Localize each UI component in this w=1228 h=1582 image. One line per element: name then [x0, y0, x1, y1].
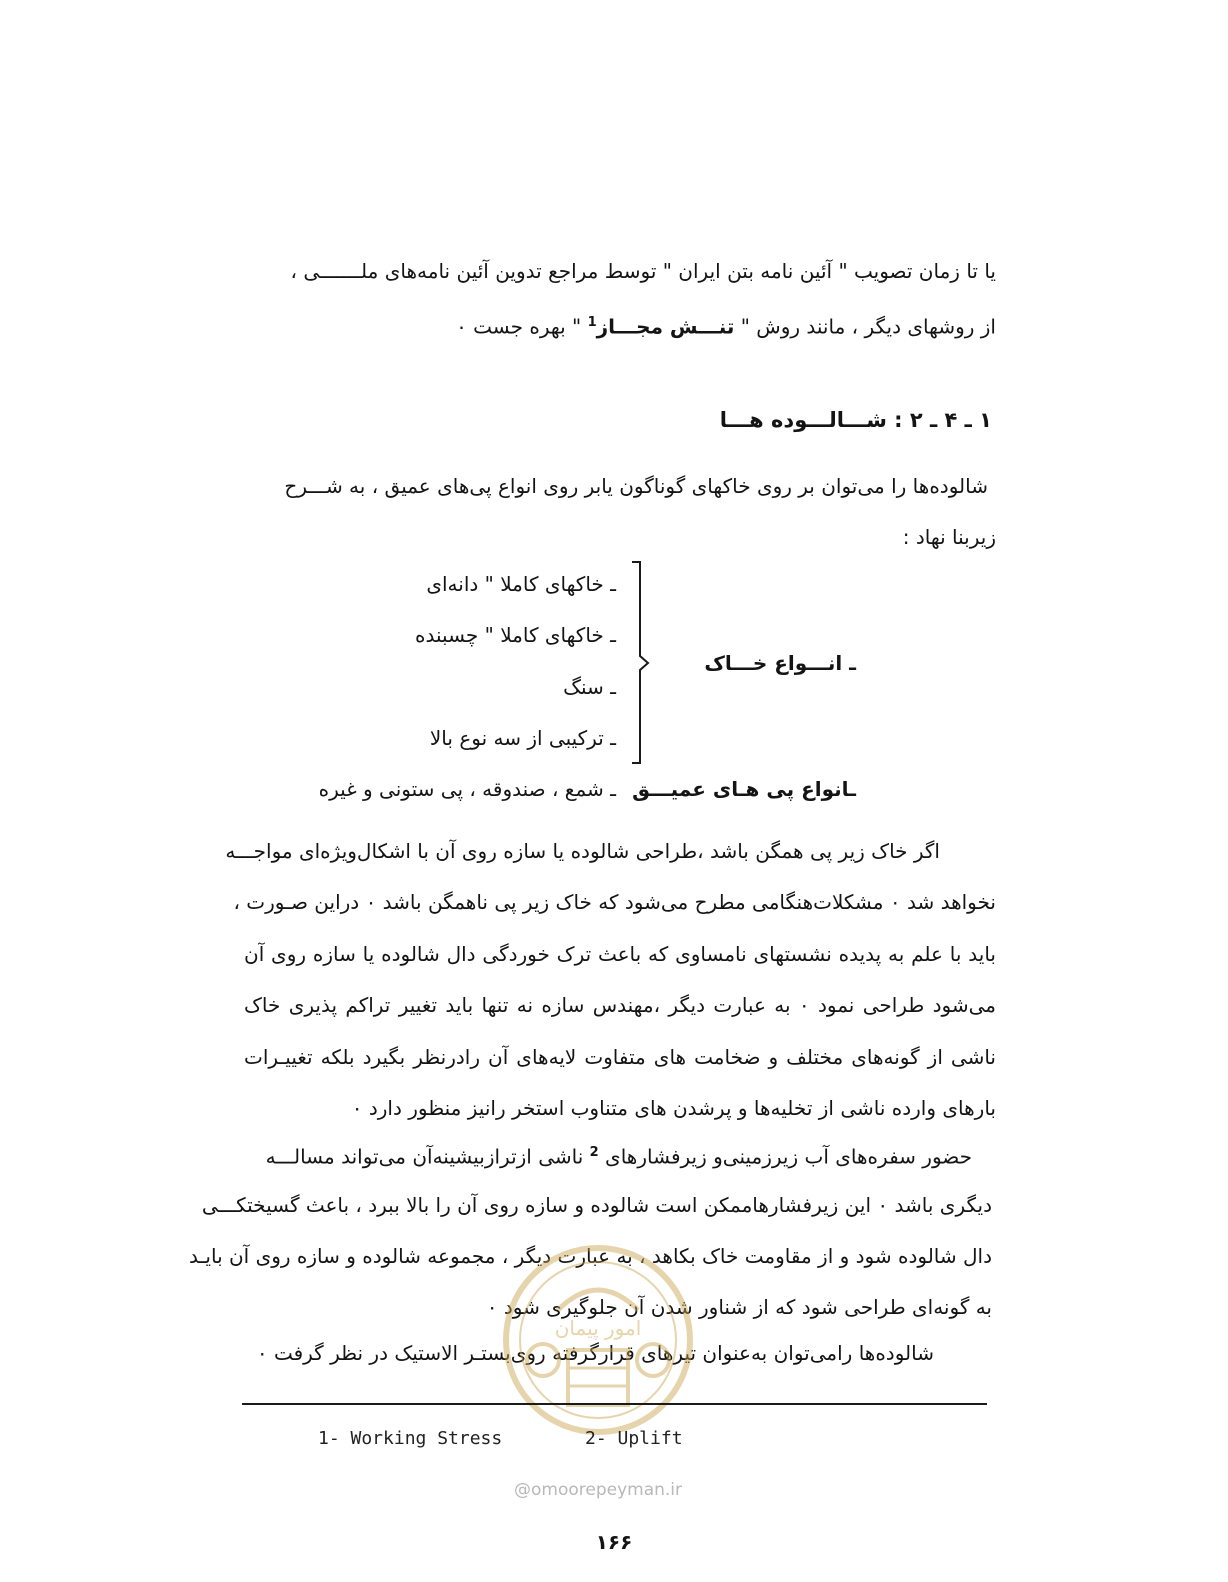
page-number: ۱۶۶: [595, 1530, 633, 1554]
soil-item-mixed: ـ ترکیبی از سه نوع بالا: [429, 726, 616, 750]
footnote-2: 2- Uplift: [585, 1428, 683, 1449]
footnote-1: 1- Working Stress: [318, 1428, 503, 1449]
intro-line-1: یا تا زمان تصویب " آئین نامه بتن ایران " توسط مراجع تدوین آئین نامه‌های ملـــــــی ،: [290, 259, 996, 283]
para2-line-1: اگر خاک زیر پی همگن باشد ،طراحی شالوده یا سازه روی آن با اشکال‌ویژه‌ای مواجـــه: [225, 839, 940, 863]
soil-item-cohesive: ـ خاکهای کاملا " چسبنده: [415, 623, 616, 647]
para2-line-4: می‌شود طراحی نمود ٠ به عبارت دیگر ،مهندس سازه نه تنها باید تغییر تراکم پذیری خاک: [244, 993, 996, 1017]
para3-line-1-end: ناشی ازتراز‌بیشینه‌آن می‌تواند مسالـــه: [265, 1144, 590, 1169]
classification-brace: [630, 560, 652, 765]
para1-line-2: زیربنا نهاد :: [902, 525, 996, 549]
para2-line-2: نخواهد شد ٠ مشکلات‌هنگامی مطرح می‌شود که خاک زیر پی ناهمگن باشد ٠ دراین صـورت ،: [233, 890, 996, 914]
watermark-stamp-logo: [498, 1240, 698, 1440]
working-stress-term: تنـــش مجـــاز: [596, 314, 735, 339]
para3-line-1: [266, 1140, 972, 1170]
deep-foundations-label: ـانواع پی هـای عمیـــق: [632, 777, 856, 801]
para3-line-4: به گونه‌ای طراحی شود که از شناور شدن آن جلوگیری شود ٠: [486, 1295, 992, 1319]
footnote-ref-1: 1: [587, 315, 597, 330]
para2-line-6: بارهای وارده ناشی از تخلیه‌ها و پرشدن های متناوب استخر رانیز منظور دارد ٠: [351, 1096, 996, 1120]
intro-line-2-start: از روشهای دیگر ، مانند روش ": [734, 314, 996, 339]
soil-item-rock: ـ سنگ: [563, 675, 616, 699]
soil-item-granular: ـ خاکهای کاملا " دانه‌ای: [426, 572, 616, 596]
footnote-divider: [242, 1403, 987, 1405]
watermark-site: @omoorepeyman.ir: [514, 1480, 683, 1500]
footnote-ref-2: 2: [589, 1145, 599, 1160]
intro-line-2-end: " بهره جست ٠: [456, 314, 588, 339]
section-heading: ۱ ـ ۴ ـ ۲ : شـــالـــوده هـــا: [719, 408, 992, 432]
deep-foundation-items: ـ شمع ، صندوقه ، پی ستونی و غیره: [318, 777, 616, 801]
soil-types-label: ـ انـــواع خـــاک: [704, 651, 856, 675]
para2-line-5: ناشی از گونه‌های مختلف و ضخامت های متفاوت لایه‌های آن رادرنظر بگیرد بلکه تغییـرات: [244, 1045, 996, 1069]
para4-line: شالوده‌ها رامی‌توان به‌عنوان تیرهای قرارگرفته روی‌بستـر الاستیک در نظر گرفت ٠: [256, 1341, 934, 1365]
para1-line-1: شالوده‌ها را می‌توان بر روی خاکهای گوناگون یابر روی انواع پی‌های عمیق ، به شـــرح: [284, 474, 988, 498]
stamp-text: امور پیمان: [554, 1316, 642, 1340]
para3-line-1-start: حضور سفره‌های آب زیرزمینی‌و زیرفشارهای: [598, 1144, 972, 1169]
para3-line-3: دال شالوده شود و از مقاومت خاک بکاهد ، به عبارت دیگر ، مجموعه شالوده و سازه روی آن بایـد: [189, 1244, 992, 1268]
para2-line-3: باید با علم به پدیده نشستهای نامساوی که باعث ترک خوردگی دال شالوده یا سازه روی آن: [244, 942, 996, 966]
para3-line-2: دیگری باشد ٠ این زیرفشارهاممکن است شالوده و سازه روی آن را بالا ببرد ، باعث گسیختکـــی: [201, 1193, 992, 1217]
intro-line-2: [456, 310, 996, 340]
